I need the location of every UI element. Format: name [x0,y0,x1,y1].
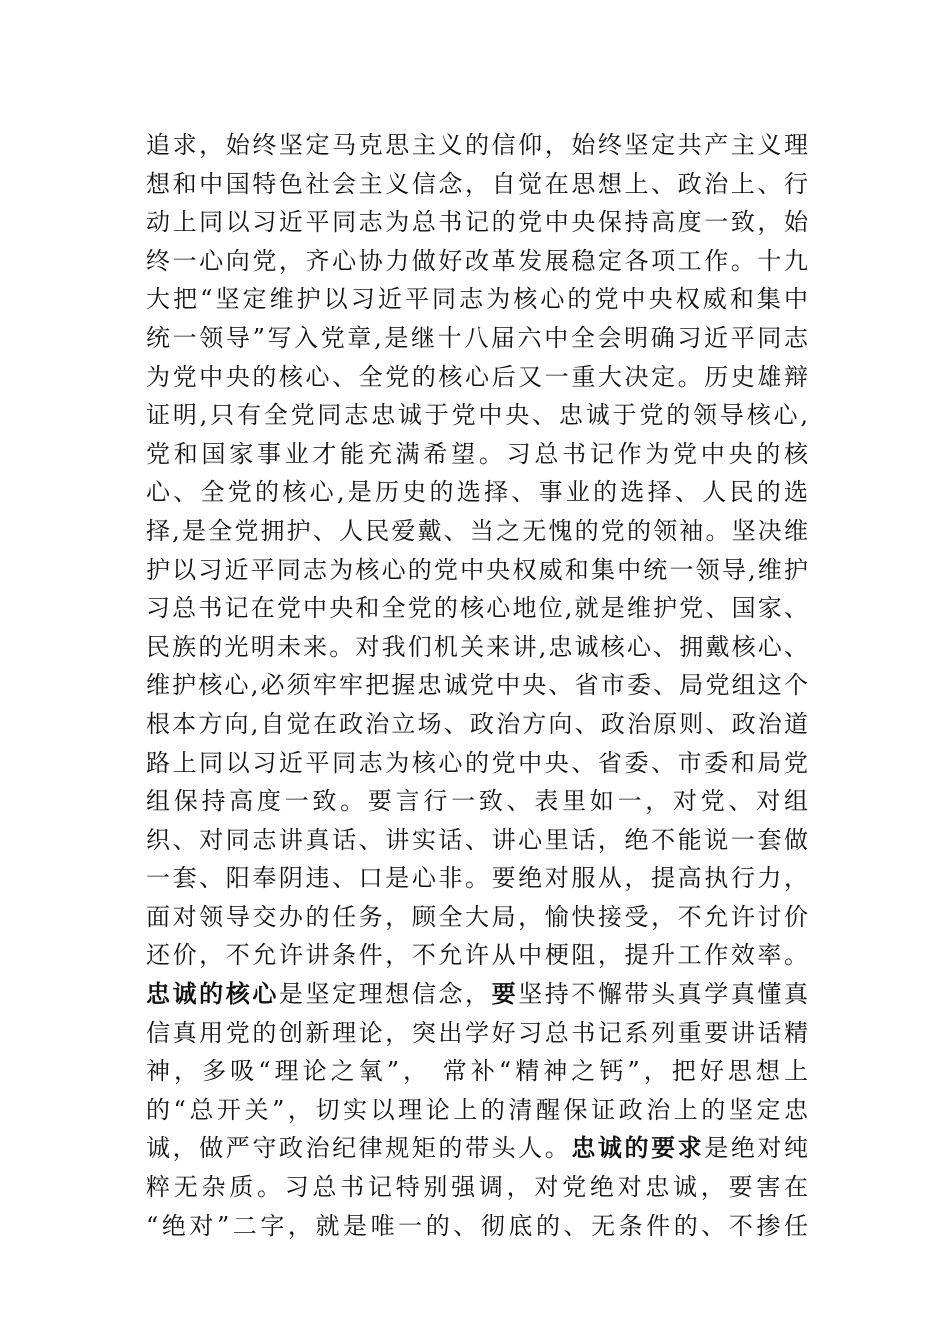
text-line: 粹无杂质。习总书记特别强调，对党绝对忠诚，要害在 [146,1173,808,1202]
text-segment: 是坚定理想信念， [278,980,492,1009]
text-line: 民族的光明未来。对我们机关来讲,忠诚核心、拥戴核心、 [146,632,808,661]
text-line: 护以习近平同志为核心的党中央权威和集中统一领导,维护 [146,555,808,584]
text-line: 组保持高度一致。要言行一致、表里如一，对党、对组 [146,787,808,816]
text-line: 还价，不允许讲条件，不允许从中梗阻，提升工作效率。 [146,941,808,970]
text-line: 择,是全党拥护、人民爱戴、当之无愧的党的领袖。坚决维 [146,516,808,545]
text-line: 神，多吸“理论之氧”， 常补“精神之钙”，把好思想上 [146,1057,808,1086]
text-line: 大把“坚定维护以习近平同志为核心的党中央权威和集中 [146,285,808,314]
text-segment: 是绝对纯 [704,1134,808,1163]
text-line: 的“总开关”，切实以理论上的清醒保证政治上的坚定忠 [146,1095,808,1124]
text-line: 终一心向党，齐心协力做好改革发展稳定各项工作。十九 [146,246,808,275]
bold-heading-loyalty-requirement: 忠诚的要求 [571,1134,705,1163]
body-text [146,126,808,1245]
text-line: 面对领导交办的任务，顾全大局，愉快接受，不允许讨价 [146,902,808,931]
text-line: 路上同以习近平同志为核心的党中央、省委、市委和局党 [146,748,808,777]
text-line: 党和国家事业才能充满希望。习总书记作为党中央的核 [146,439,808,468]
text-line: 一套、阳奉阴违、口是心非。要绝对服从，提高执行力， [146,864,808,893]
text-line: 信真用党的创新理论，突出学好习总书记系列重要讲话精 [146,1018,808,1047]
text-line: 统一领导”写入党章,是继十八届六中全会明确习近平同志 [146,323,808,352]
text-line-mixed [146,1129,808,1168]
text-line-mixed [146,975,808,1014]
text-line: 动上同以习近平同志为总书记的党中央保持高度一致，始 [146,208,808,237]
text-line: 心、全党的核心,是历史的选择、事业的选择、人民的选 [146,478,808,507]
text-segment: 诚，做严守政治纪律规矩的带头人。 [146,1134,572,1163]
text-line: 习总书记在党中央和全党的核心地位,就是维护党、国家、 [146,594,808,623]
text-line: 根本方向,自觉在政治立场、政治方向、政治原则、政治道 [146,709,808,738]
text-line: 为党中央的核心、全党的核心后又一重大决定。历史雄辩 [146,362,808,391]
text-line: “绝对”二字，就是唯一的、彻底的、无条件的、不掺任 [146,1211,808,1240]
text-segment: 坚持不懈带头真学真懂真 [518,980,808,1009]
text-line: 织、对同志讲真话、讲实话、讲心里话，绝不能说一套做 [146,825,808,854]
text-line: 追求，始终坚定马克思主义的信仰，始终坚定共产主义理 [146,131,808,159]
text-line: 证明,只有全党同志忠诚于党中央、忠诚于党的领导核心, [146,401,808,430]
text-line: 想和中国特色社会主义信念，自觉在思想上、政治上、行 [146,169,808,198]
bold-keyword: 要 [491,980,519,1009]
text-line: 维护核心,必须牢牢把握忠诚党中央、省市委、局党组这个 [146,671,808,700]
bold-heading-loyalty-core: 忠诚的核心 [146,980,279,1009]
